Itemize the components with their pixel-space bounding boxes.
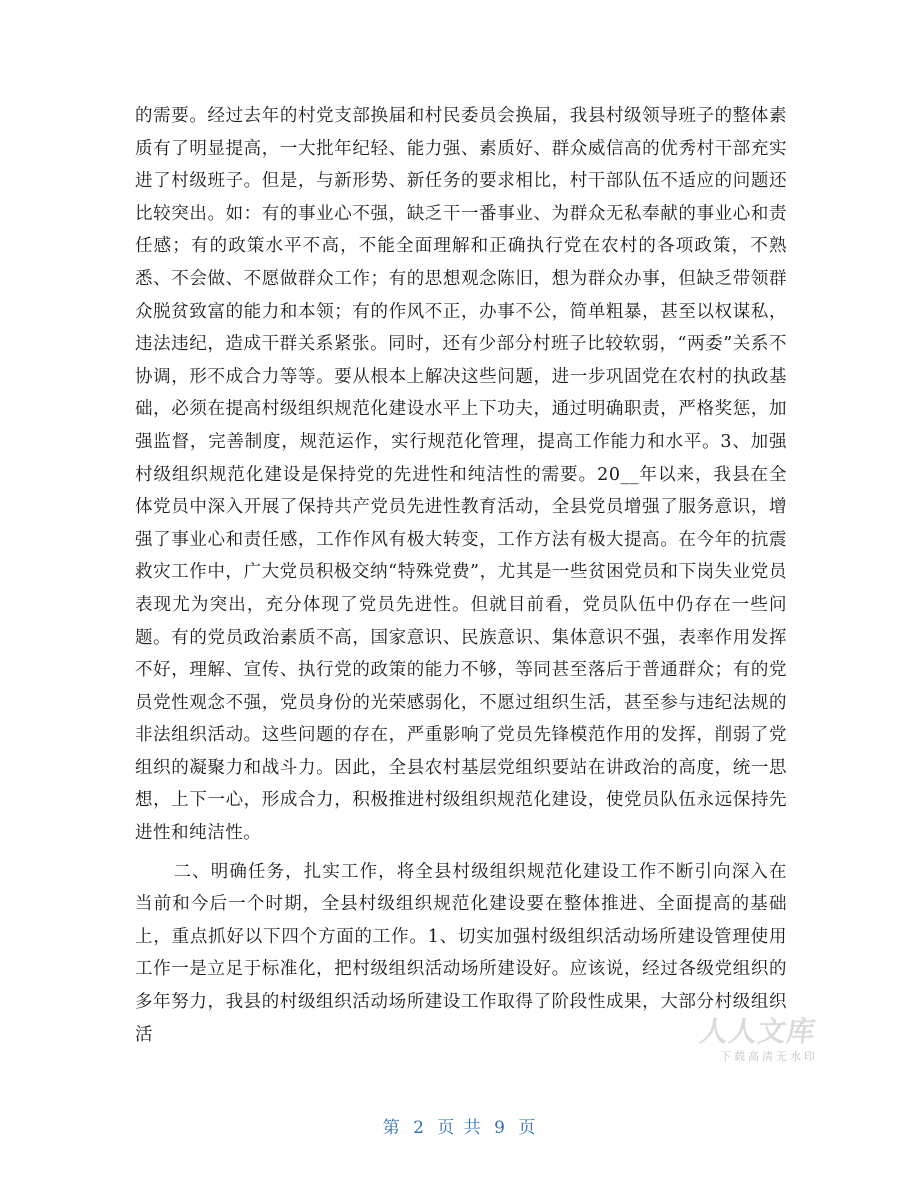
document-body bbox=[135, 100, 787, 1051]
footer-current-page: 2 bbox=[413, 1118, 426, 1138]
footer-prefix: 第 bbox=[382, 1118, 402, 1138]
footer-total-pages: 9 bbox=[494, 1118, 507, 1138]
footer-suffix: 页 bbox=[518, 1118, 538, 1138]
footer-middle: 页 共 bbox=[437, 1118, 483, 1138]
watermark-sub-text: 下载高清无水印 bbox=[720, 1050, 818, 1063]
body-paragraph: 的需要。经过去年的村党支部换届和村民委员会换届，我县村级领导班子的整体素质有了明显提高，一大批年纪轻、能力强、素质好、群众威信高的优秀村干部充实进了村级班子。但是，与新形势、新任务的要求相比，村干部队伍不适应的问题还比较突出。如：有的事业心不强，缺乏干一番事业、为群众无私奉献的事业心和责任感；有的政策水平不高，不能全面理解和正确执行党在农村的各项政策，不熟悉、不会做、不愿做群众工作；有的思想观念陈旧，想为群众办事，但缺乏带领群众脱贫致富的能力和本领；有的作风不正，办事不公，简单粗暴，甚至以权谋私，违法违纪，造成干群关系紧张。同时，还有少部分村班子比较软弱，“两委”关系不协调，形不成合力等等。要从根本上解决这些问题，进一步巩固党在农村的执政基础，必须在提高村级组织规范化建设水平上下功夫，通过明确职责，严格奖惩，加强监督，完善制度，规范运作，实行规范化管理，提高工作能力和水平。3、加强村级组织规范化建设是保持党的先进性和纯洁性的需要。20__年以来，我县在全体党员中深入开展了保持共产党员先进性教育活动，全县党员增强了服务意识，增强了事业心和责任感，工作作风有极大转变，工作方法有极大提高。在今年的抗震救灾工作中，广大党员积极交纳“特殊党费”，尤其是一些贫困党员和下岗失业党员表现尤为突出，充分体现了党员先进性。但就目前看，党员队伍中仍存在一些问题。有的党员政治素质不高，国家意识、民族意识、集体意识不强，表率作用发挥不好，理解、宣传、执行党的政策的能力不够，等同甚至落后于普通群众；有的党员党性观念不强，党员身份的光荣感弱化，不愿过组织生活，甚至参与违纪法规的非法组织活动。这些问题的存在，严重影响了党员先锋模范作用的发挥，削弱了党组织的凝聚力和战斗力。因此，全县农村基层党组织要站在讲政治的高度，统一思想，上下一心，形成合力，积极推进村级组织规范化建设，使党员队伍永远保持先进性和纯洁性。 bbox=[135, 106, 787, 844]
watermark-main-text: 人人文库 bbox=[697, 1015, 819, 1048]
body-paragraph: 二、明确任务，扎实工作，将全县村级组织规范化建设工作不断引向深入在当前和今后一个时期，全县村级组织规范化建设要在整体推进、全面提高的基础上，重点抓好以下四个方面的工作。1、切实加强村级组织活动场所建设管理使用工作一是立足于标准化，把村级组织活动场所建设好。应该说，经过各级党组织的多年努力，我县的村级组织活动场所建设工作取得了阶段性成果，大部分村级组织活 bbox=[135, 861, 787, 1045]
page-footer bbox=[0, 1113, 920, 1138]
